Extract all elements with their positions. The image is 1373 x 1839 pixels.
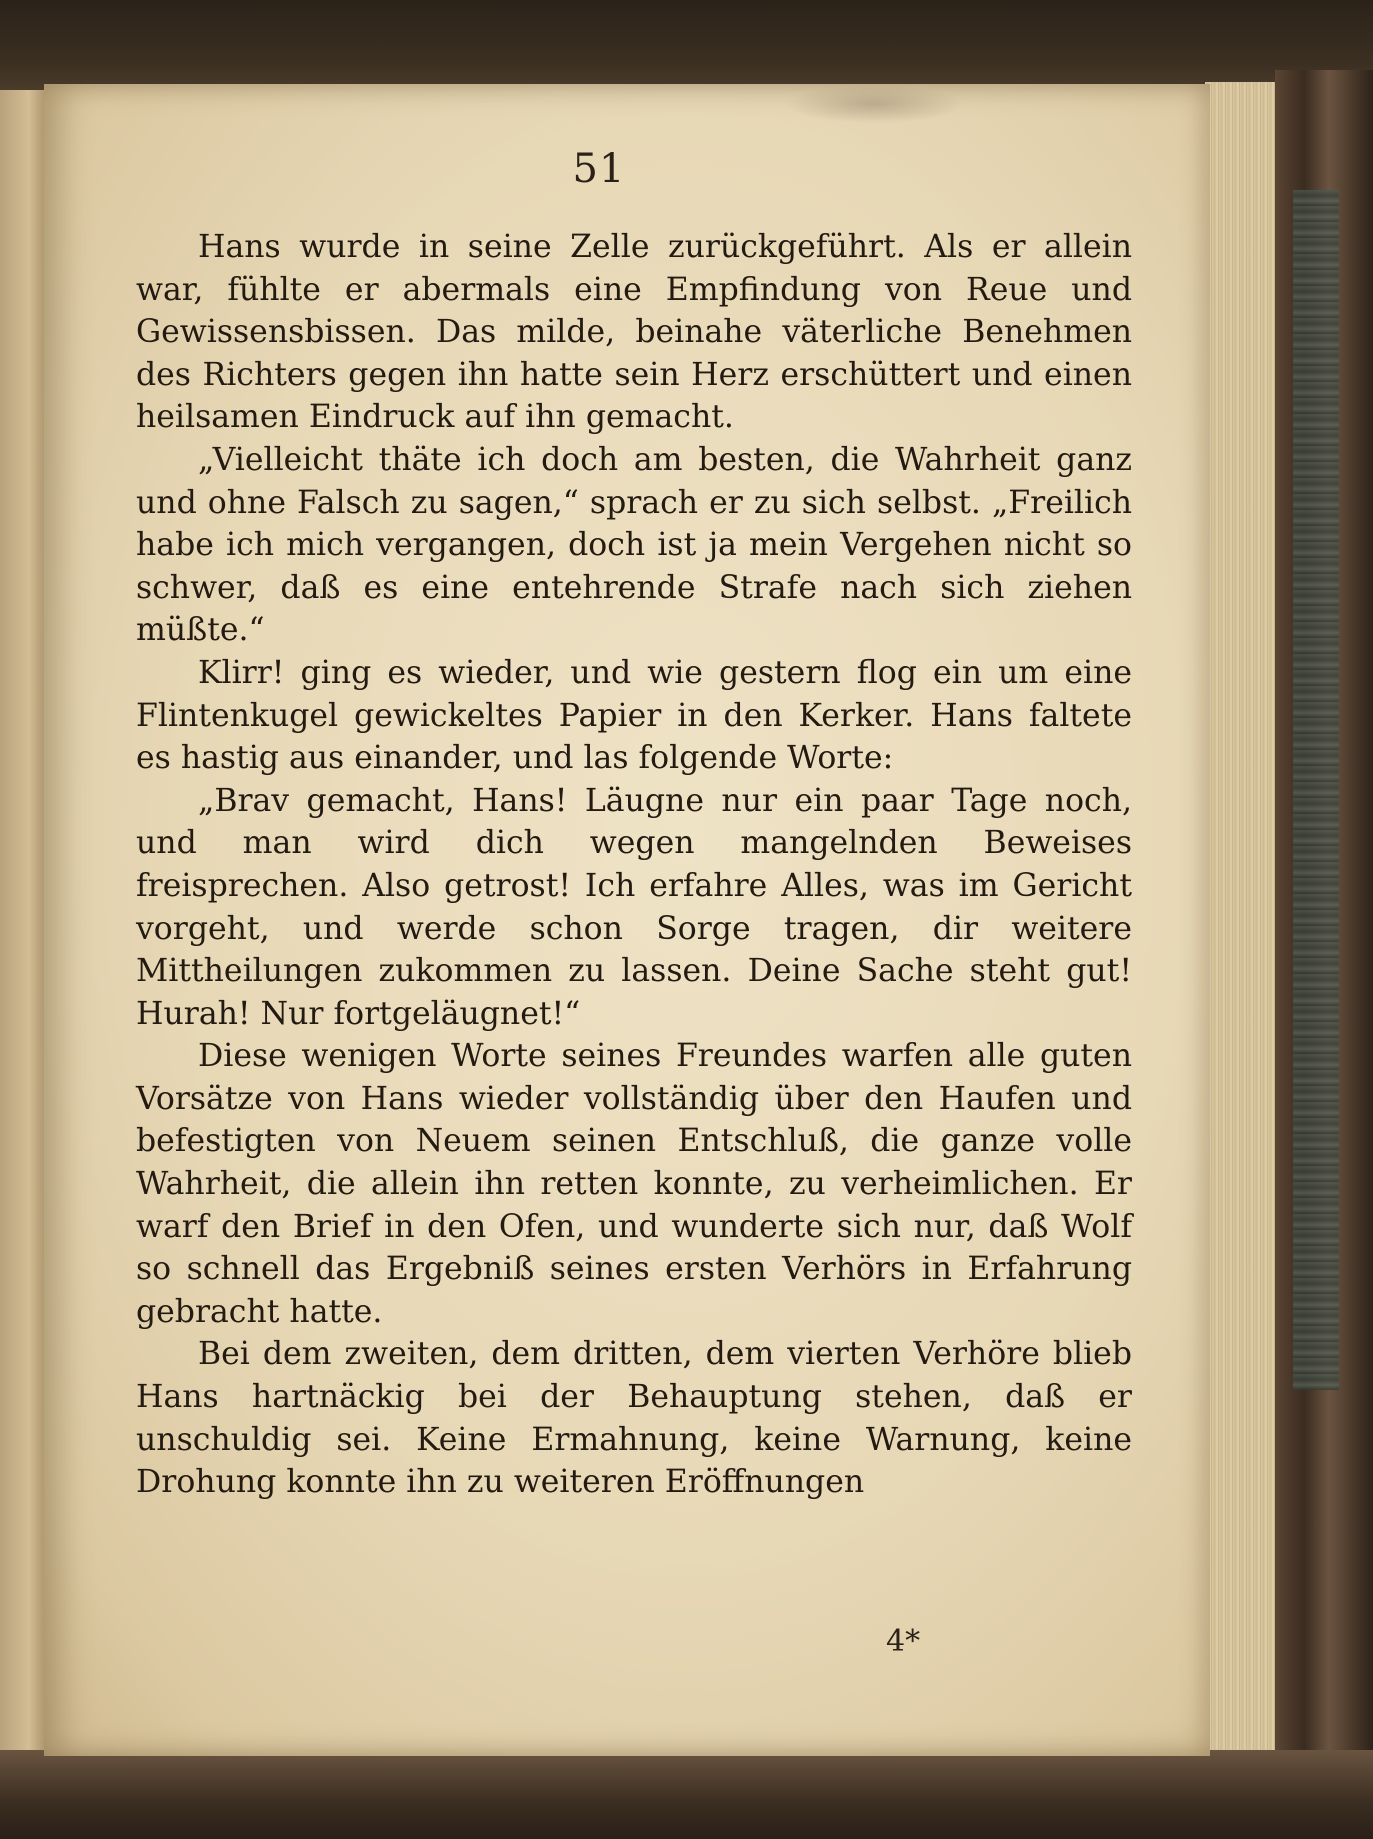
cover-bottom-edge bbox=[0, 1750, 1373, 1839]
paragraph: „Brav gemacht, Hans! Läugne nur ein paar Tage noch, und man wird dich wegen mangelnden Beweises freisprechen. Also getrost! Ich erfahre Alles, was im Gericht vorgeht, und werde schon Sorge tragen, dir weitere Mittheilungen zukommen zu lassen. Deine Sache steht gut! Hurah! Nur fortgeläugnet!“ bbox=[136, 782, 1132, 1032]
paragraph: Hans wurde in seine Zelle zurückgeführt. Als er allein war, fühlte er abermals eine Empfindung von Reue und Gewissensbissen. Das milde, beinahe väterliche Benehmen des Richters gegen ihn hatte sein Herz erschüttert und einen heilsamen Eindruck auf ihn gemacht. bbox=[136, 229, 1132, 436]
book-page bbox=[44, 84, 1210, 1756]
book-binding bbox=[1275, 70, 1373, 1839]
paper-stain bbox=[784, 84, 964, 124]
cover-top-edge bbox=[0, 0, 1373, 90]
paragraph: „Vielleicht thäte ich doch am besten, die Wahrheit ganz und ohne Falsch zu sagen,“ sprach er zu sich selbst. „Freilich habe ich mich vergangen, doch ist ja mein Vergehen nicht so schwer, daß es eine entehrende Strafe nach sich ziehen müßte.“ bbox=[136, 441, 1132, 649]
paragraph: Klirr! ging es wieder, und wie gestern flog ein um eine Flintenkugel gewickeltes Papier in den Kerker. Hans faltete es hastig aus einander, und las folgende Worte: bbox=[136, 654, 1132, 777]
page-text bbox=[136, 226, 1132, 1504]
previous-page-edge bbox=[0, 90, 48, 1750]
paragraph: Bei dem zweiten, dem dritten, dem vierten Verhöre blieb Hans hartnäckig bei der Behauptung stehen, daß er unschuldig sei. Keine Ermahnung, keine Warnung, keine Drohung konnte ihn zu weiteren Eröffnungen bbox=[136, 1336, 1132, 1501]
page-number: 51 bbox=[572, 146, 626, 192]
signature-mark: 4* bbox=[886, 1624, 921, 1659]
page-stack-edge bbox=[1205, 82, 1275, 1762]
paragraph: Diese wenigen Worte seines Freundes warfen alle guten Vorsätze von Hans wieder vollständig über den Haufen und befestigten von Neuem seinen Entschluß, die ganze volle Wahrheit, die allein ihn retten konnte, zu verheimlichen. Er warf den Brief in den Ofen, und wunderte sich nur, daß Wolf so schnell das Ergebniß seines ersten Verhörs in Erfahrung gebracht hatte. bbox=[136, 1038, 1132, 1330]
